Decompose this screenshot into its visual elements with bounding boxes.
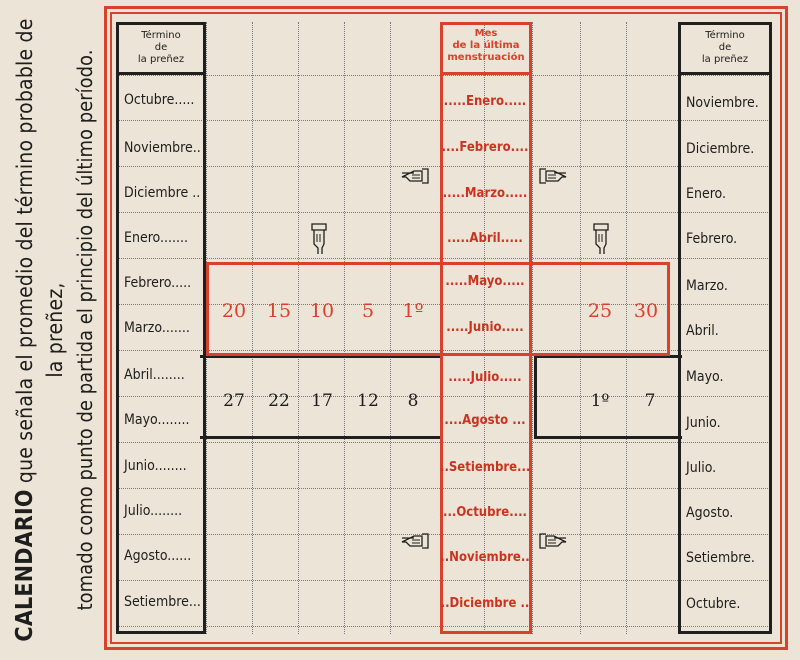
right-term-label: Febrero. — [686, 231, 738, 247]
right-term-label: Octubre. — [686, 596, 741, 612]
black-day-number: 22 — [268, 391, 290, 411]
black-day-number: 1º — [590, 391, 610, 411]
left-term-label: Febrero..... — [124, 275, 192, 291]
right-term-label: Marzo. — [686, 278, 728, 294]
left-term-label: Julio........ — [124, 503, 183, 519]
right-header-line: Término — [705, 30, 745, 41]
center-month-label: ..Noviembre.. — [440, 550, 530, 565]
left-term-label: Enero....... — [124, 230, 189, 246]
red-day-number: 30 — [633, 300, 659, 322]
pointing-hand-right-icon — [538, 165, 568, 187]
red-day-number: 1º — [402, 300, 424, 322]
left-black-arm-corner — [200, 436, 206, 439]
red-day-number: 10 — [309, 300, 335, 322]
center-month-label: ....Febrero.... — [441, 140, 529, 155]
left-term-label: Mayo........ — [124, 412, 190, 428]
pointing-hand-left-icon — [400, 530, 430, 552]
center-month-label: .....Abril..... — [447, 231, 523, 246]
right-term-label: Julio. — [686, 460, 717, 476]
center-month-label: ....Agosto ... — [444, 413, 526, 428]
center-month-label: .....Julio..... — [448, 370, 522, 385]
left-term-label: Noviembre.. — [124, 140, 201, 156]
left-term-label: Agosto...... — [124, 548, 192, 564]
right-term-label: Junio. — [686, 415, 721, 431]
left-term-label: Marzo....... — [124, 320, 190, 336]
title-bold: CALENDARIO — [12, 489, 38, 642]
center-month-label: ..Diciembre .. — [440, 596, 530, 611]
right-term-label: Abril. — [686, 323, 719, 339]
center-header-line: menstruación — [447, 52, 525, 63]
left-term-label: Diciembre .. — [124, 185, 201, 201]
right-term-label: Setiembre. — [686, 550, 755, 566]
title-line-1 — [10, 10, 70, 650]
right-term-label: Agosto. — [686, 505, 734, 521]
black-day-number: 17 — [311, 391, 333, 411]
black-day-number: 8 — [407, 391, 419, 411]
left-header — [119, 30, 203, 66]
center-month-label: ...Octubre.... — [443, 505, 527, 520]
right-term-label: Enero. — [686, 186, 727, 202]
left-term-label: Abril........ — [124, 367, 185, 383]
pointing-hand-left-icon — [400, 165, 430, 187]
center-month-label: .....Junio..... — [446, 320, 524, 335]
left-term-label: Octubre..... — [124, 92, 195, 108]
left-term-label: Junio........ — [124, 458, 187, 474]
center-header-line: de la última — [452, 40, 520, 51]
red-day-number: 5 — [361, 300, 375, 322]
right-header — [681, 30, 769, 66]
red-day-number: 20 — [221, 300, 247, 322]
right-term-label: Noviembre. — [686, 95, 759, 111]
left-term-label: Setiembre... — [124, 594, 201, 610]
black-day-number: 7 — [644, 391, 656, 411]
right-term-label: Mayo. — [686, 369, 724, 385]
center-header-line: Mes — [474, 28, 498, 39]
pointing-hand-right-icon — [538, 530, 568, 552]
left-header-line: la preñez — [137, 54, 185, 65]
black-day-number: 27 — [223, 391, 245, 411]
black-day-number: 12 — [357, 391, 379, 411]
red-day-number: 25 — [587, 300, 613, 322]
pointing-hand-down-icon — [308, 222, 330, 256]
title-line-2: tomado como punto de partida el principio del último período. — [73, 49, 97, 611]
side-title — [0, 0, 110, 660]
right-term-label: Diciembre. — [686, 141, 755, 157]
center-month-label: ..Setiembre... — [440, 460, 531, 475]
center-header — [443, 28, 529, 64]
title-rest: que señala el promedio del término probable de la preñez, — [13, 18, 67, 484]
left-header-line: Término — [141, 30, 181, 41]
right-header-line: de — [718, 42, 732, 53]
center-month-label: .....Enero..... — [443, 94, 527, 109]
center-month-label: .....Marzo..... — [442, 186, 528, 201]
right-header-line: la preñez — [701, 54, 749, 65]
red-day-number: 15 — [266, 300, 292, 322]
center-month-label: .....Mayo..... — [445, 274, 525, 289]
pointing-hand-down-icon — [590, 222, 612, 256]
left-header-line: de — [154, 42, 168, 53]
